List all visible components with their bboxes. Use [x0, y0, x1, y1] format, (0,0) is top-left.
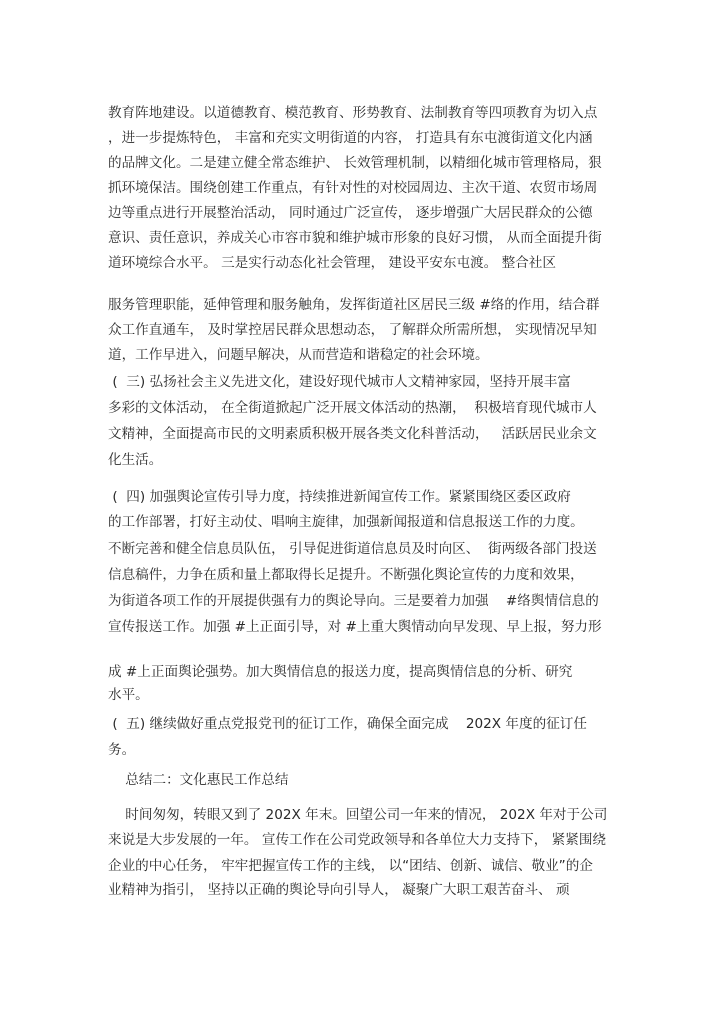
text-line: 务。 [108, 742, 136, 758]
text-line: 道环境综合水平。 三是实行动态化社会管理， 建设平安东屯渡。 整合社区 [108, 255, 556, 271]
section-heading-4: ( 四) 加强舆论宣传引导力度，持续推进新闻宣传工作。紧紧围绕区委区政府 [108, 489, 571, 505]
summary-title: 总结二：文化惠民工作总结 [108, 772, 289, 788]
text-line: 时间匆匆，转眼又到了 202X 年末。回望公司一年来的情况， 202X 年对于公司 [108, 807, 608, 823]
text-line: 业精神为指引， 坚持以正确的舆论导向引导人， 凝聚广大职工艰苦奋斗、 顽 [108, 882, 570, 898]
text-line: 来说是大步发展的一年。 宣传工作在公司党政领导和各单位大力支持下， 紧紧围绕 [108, 832, 607, 848]
text-line: ，进一步提炼特色， 丰富和充实文明街道的内容， 打造具有东屯渡街道文化内涵 [108, 130, 593, 146]
text-line: 信息稿件，力争在质和量上都取得长足提升。不断强化舆论宣传的力度和效果， [108, 567, 584, 583]
text-line: 不断完善和健全信息员队伍， 引导促进街道信息员及时向区、 街两级各部门投送 [108, 541, 597, 557]
section-heading-5: ( 五) 继续做好重点党报党刊的征订工作，确保全面完成 202X 年度的征订任 [108, 716, 587, 732]
text-line: 文精神，全面提高市民的文明素质积极开展各类文化科普活动， 活跃居民业余文 [108, 426, 597, 442]
text-line: 服务管理职能，延伸管理和服务触角，发挥街道社区居民三级 #络的作用，结合群 [108, 297, 600, 313]
text-line: 成 #上正面舆论强势。加大舆情信息的报送力度，提高舆情信息的分析、研究 [108, 664, 573, 680]
text-line: 意识、责任意识，养成关心市容市貌和维护城市形象的良好习惯， 从而全面提升街 [108, 230, 602, 246]
text-line: 企业的中心任务， 牢牢把握宣传工作的主线， 以“团结、创新、诚信、敬业”的企 [108, 858, 593, 874]
text-line: 水平。 [108, 687, 149, 703]
text-line: 的工作部署，打好主动仗、唱响主旋律，加强新闻报道和信息报送工作的力度。 [108, 514, 584, 530]
text-line: 抓环境保洁。围绕创建工作重点，有针对性的对校园周边、主次干道、农贸市场周 [108, 180, 598, 196]
section-heading-3: ( 三) 弘扬社会主义先进文化，建设好现代城市人文精神家园，坚持开展丰富 [108, 374, 571, 390]
text-line: 道，工作早进入，问题早解决，从而营造和谐稳定的社会环境。 [108, 347, 489, 363]
text-line: 边等重点进行开展整治活动， 同时通过广泛宣传， 逐步增强广大居民群众的公德 [108, 205, 593, 221]
text-line: 多彩的文体活动， 在全街道掀起广泛开展文体活动的热潮， 积极培育现代城市人 [108, 400, 597, 416]
text-line: 为街道各项工作的开展提供强有力的舆论导向。三是要着力加强 #络舆情信息的 [108, 593, 599, 609]
text-line: 教育阵地建设。以道德教育、模范教育、形势教育、法制教育等四项教育为切入点 [108, 105, 598, 121]
text-line: 的品牌文化。二是建立健全常态维护、 长效管理机制，以精细化城市管理格局，狠 [108, 155, 602, 171]
text-line: 众工作直通车， 及时掌控居民群众思想动态， 了解群众所需所想， 实现情况早知 [108, 322, 597, 338]
text-line: 化生活。 [108, 452, 163, 468]
text-line: 宣传报送工作。加强 #上正面引导，对 #上重大舆情动向早发现、早上报，努力形 [108, 619, 602, 635]
